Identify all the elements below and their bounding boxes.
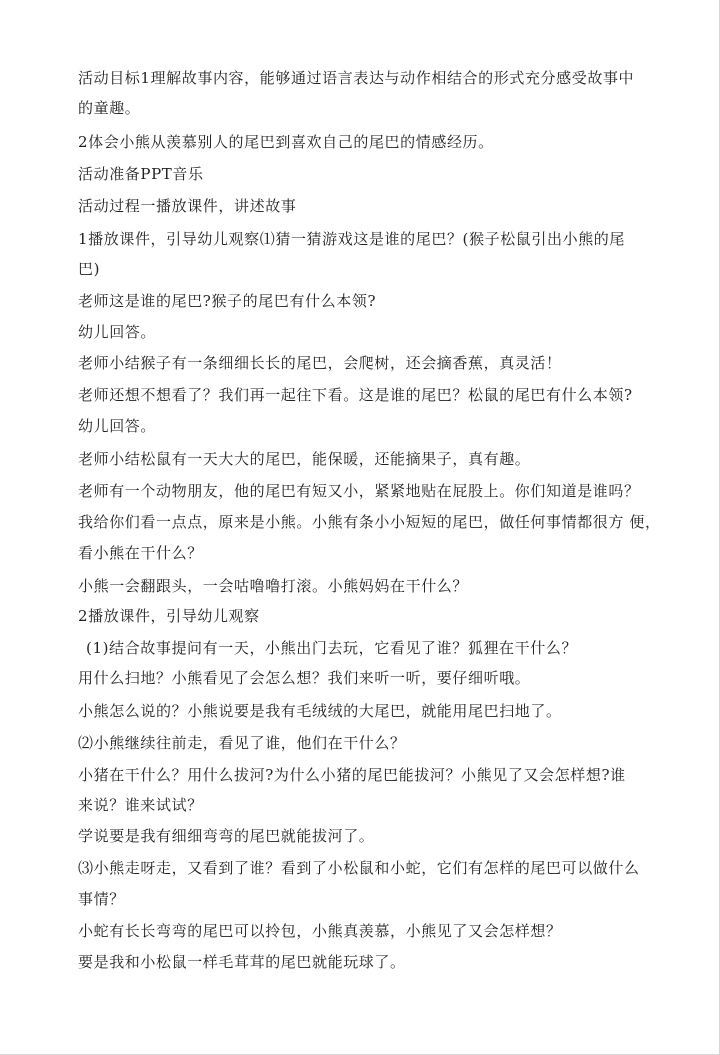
text-line: ⑶小熊走呀走，又看到了谁？看到了小松鼠和小蛇，它们有怎样的尾巴可以做什么 — [78, 859, 640, 877]
text-line: 2播放课件，引导幼儿观察 — [78, 607, 260, 625]
text-line: 看小熊在干什么？ — [78, 544, 203, 562]
text-line: 2体会小熊从羡慕别人的尾巴到喜欢自己的尾巴的情感经历。 — [78, 133, 494, 151]
text-line: 幼儿回答。 — [78, 417, 157, 435]
text-line: 事情？ — [78, 890, 125, 908]
text-line: 老师小结猴子有一条细细长长的尾巴，会爬树，还会摘香蕉，真灵活！ — [78, 354, 562, 372]
text-line: 老师还想不想看了？我们再一起往下看。这是谁的尾巴？松鼠的尾巴有什么本领? — [78, 386, 633, 404]
text-line: 要是我和小松鼠一样毛茸茸的尾巴就能玩球了。 — [78, 953, 406, 971]
text-line: ⑵小熊继续往前走，看见了谁，他们在干什么？ — [78, 734, 406, 752]
text-line: 活动准备PPT音乐 — [78, 165, 204, 183]
text-line: 老师有一个动物朋友，他的尾巴有短又小，紧紧地贴在屁股上。你们知道是谁吗？ — [78, 482, 640, 500]
text-line: 的童趣。 — [78, 99, 141, 117]
text-line: 来说？谁来试试？ — [78, 796, 203, 814]
text-line: 老师小结松鼠有一天大大的尾巴，能保暖，还能摘果子，真有趣。 — [78, 450, 531, 468]
text-line: (1)结合故事提问有一天，小熊出门去玩，它看见了谁？狐狸在干什么？ — [86, 639, 578, 657]
text-line: 幼儿回答。 — [78, 323, 157, 341]
text-line: 活动过程一播放课件，讲述故事 — [78, 197, 297, 215]
text-line: 学说要是我有细细弯弯的尾巴就能拔河了。 — [78, 827, 375, 845]
text-line: 小猪在干什么？用什么拔河?为什么小猪的尾巴能拔河？小熊见了又会怎样想?谁 — [78, 766, 626, 784]
text-line: 我给你们看一点点，原来是小熊。小熊有条小小短短的尾巴，做任何事情都很方 便， — [78, 513, 661, 531]
text-line: 1播放课件，引导幼儿观察⑴猜一猜游戏这是谁的尾巴？(猴子松鼠引出小熊的尾 — [78, 230, 625, 248]
text-line: 小熊一会翻跟头，一会咕噜噜打滚。小熊妈妈在干什么？ — [78, 577, 469, 595]
text-line: 巴) — [78, 260, 101, 278]
text-line: 活动目标1理解故事内容，能够通过语言表达与动作相结合的形式充分感受故事中 — [78, 69, 635, 87]
text-line: 用什么扫地？小熊看见了会怎么想？我们来听一听，要仔细听哦。 — [78, 669, 531, 687]
text-line: 小熊怎么说的？小熊说要是我有毛绒绒的大尾巴，就能用尾巴扫地了。 — [78, 702, 562, 720]
text-line: 小蛇有长长弯弯的尾巴可以拎包，小熊真羡慕，小熊见了又会怎样想？ — [78, 922, 562, 940]
text-line: 老师这是谁的尾巴?猴子的尾巴有什么本领? — [78, 292, 377, 310]
